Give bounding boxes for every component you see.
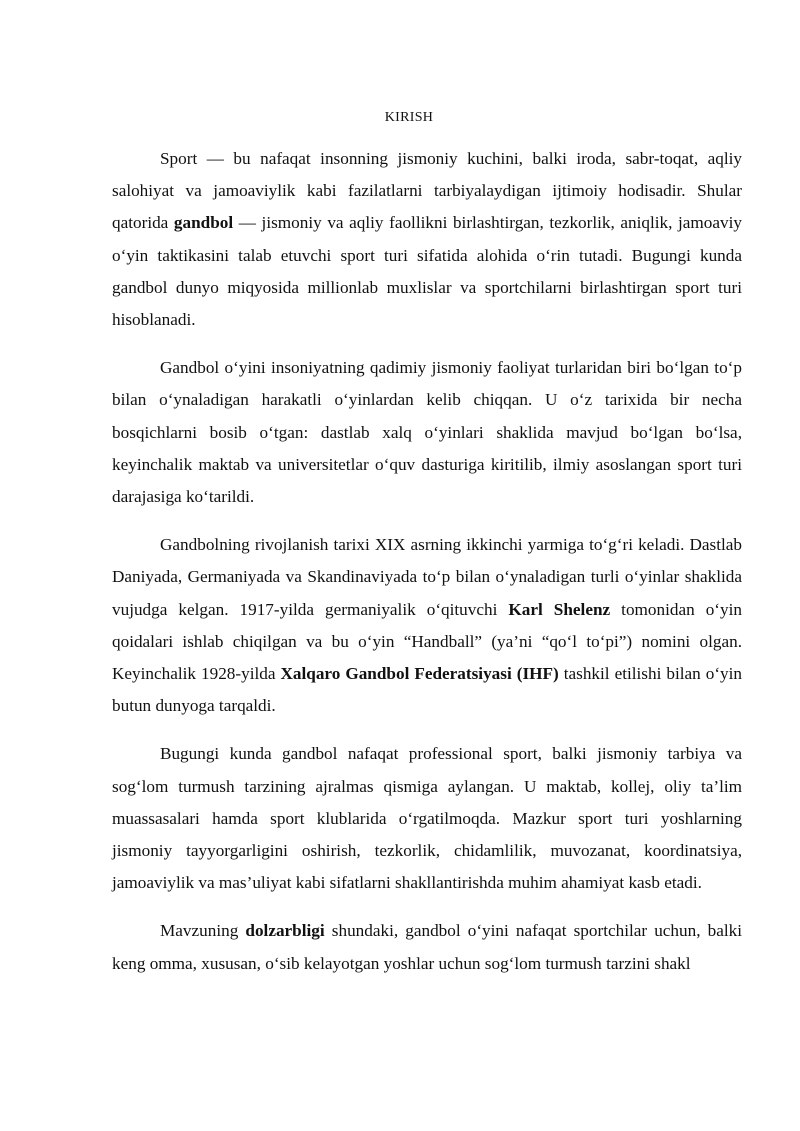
bold-term-dolzarbligi: dolzarbligi xyxy=(245,921,325,941)
paragraph-text: Gandbolning rivojlanish tarixi XIX asrning ikkinchi yarmiga to‘g‘ri keladi. Dastlab Daniyada, Germaniyada va Skandinaviyada to‘p bilan o‘ynaladigan turli o‘yinlar shaklida vujudga kelgan. 1917-yilda germaniyalik o‘qituvchi xyxy=(112,535,742,619)
bold-term-karl-shelenz: Karl Shelenz xyxy=(508,599,611,619)
paragraph-text: shundaki, gandbol o‘yini nafaqat sportchilar uchun, balki keng omma, xususan, o‘sib kelayotgan yoshlar uchun sog‘lom turmush tarzini shakl xyxy=(112,921,742,973)
bold-term-ihf: Xalqaro Gandbol Federatsiyasi (IHF) xyxy=(280,664,559,684)
document-body xyxy=(112,143,742,980)
paragraph-2 xyxy=(112,352,742,513)
paragraph-4 xyxy=(112,738,742,899)
paragraph-1 xyxy=(112,143,742,336)
paragraph-text: tomonidan o‘yin qoidalari ishlab chiqilgan va bu o‘yin “Handball” (ya’ni “qo‘l to‘pi”) nomini olgan. Keyinchalik 1928-yilda xyxy=(112,599,742,684)
paragraph-text: Mavzuning xyxy=(160,921,246,941)
paragraph-text: Bugungi kunda gandbol nafaqat professional sport, balki jismoniy tarbiya va sog‘lom turmush tarzining ajralmas qismiga aylangan. U maktab, kollej, oliy ta’lim muassasalari hamda sport klublarida o‘rgatilmoqda. Mazkur sport turi yoshlarning jismoniy tayyorgarligini oshirish, tezkorlik, chidamlilik, muvozanat, koordinatsiya, jamoaviylik va mas’uliyat kabi sifatlarni shakllantirishda muhim ahamiyat kasb etadi. xyxy=(112,744,742,893)
paragraph-text: tashkil etilishi bilan o‘yin butun dunyoga tarqaldi. xyxy=(112,664,743,716)
paragraph-text: Sport — bu nafaqat insonning jismoniy kuchini, balki iroda, sabr-toqat, aqliy salohiyat va jamoaviylik kabi fazilatlarni tarbiyalaydigan ijtimoiy hodisadir. Shular qatorida xyxy=(112,149,742,233)
paragraph-5 xyxy=(112,915,742,979)
paragraph-3 xyxy=(112,529,742,722)
paragraph-text: — jismoniy va aqliy faollikni birlashtirgan, tezkorlik, aniqlik, jamoaviy o‘yin taktikasini talab etuvchi sport turi sifatida alohida o‘rin tutadi. Bugungi kunda gandbol dunyo miqyosida millionlab muxlislar va sportchilarni birlashtirgan sport turi hisoblanadi. xyxy=(112,213,742,330)
bold-term-gandbol: gandbol xyxy=(173,213,234,233)
page-title: KIRISH xyxy=(384,110,434,125)
paragraph-text: Gandbol o‘yini insoniyatning qadimiy jismoniy faoliyat turlaridan biri bo‘lgan to‘p bilan o‘ynaladigan harakatli o‘yinlardan kelib chiqqan. U o‘z tarixida bir necha bosqichlarni bosib o‘tgan: dastlab xalq o‘yinlari shaklida mavjud bo‘lgan bo‘lsa, keyinchalik maktab va universitetlar o‘quv dasturiga kiritilib, ilmiy asoslangan sport turi darajasiga ko‘tarildi. xyxy=(112,358,742,507)
